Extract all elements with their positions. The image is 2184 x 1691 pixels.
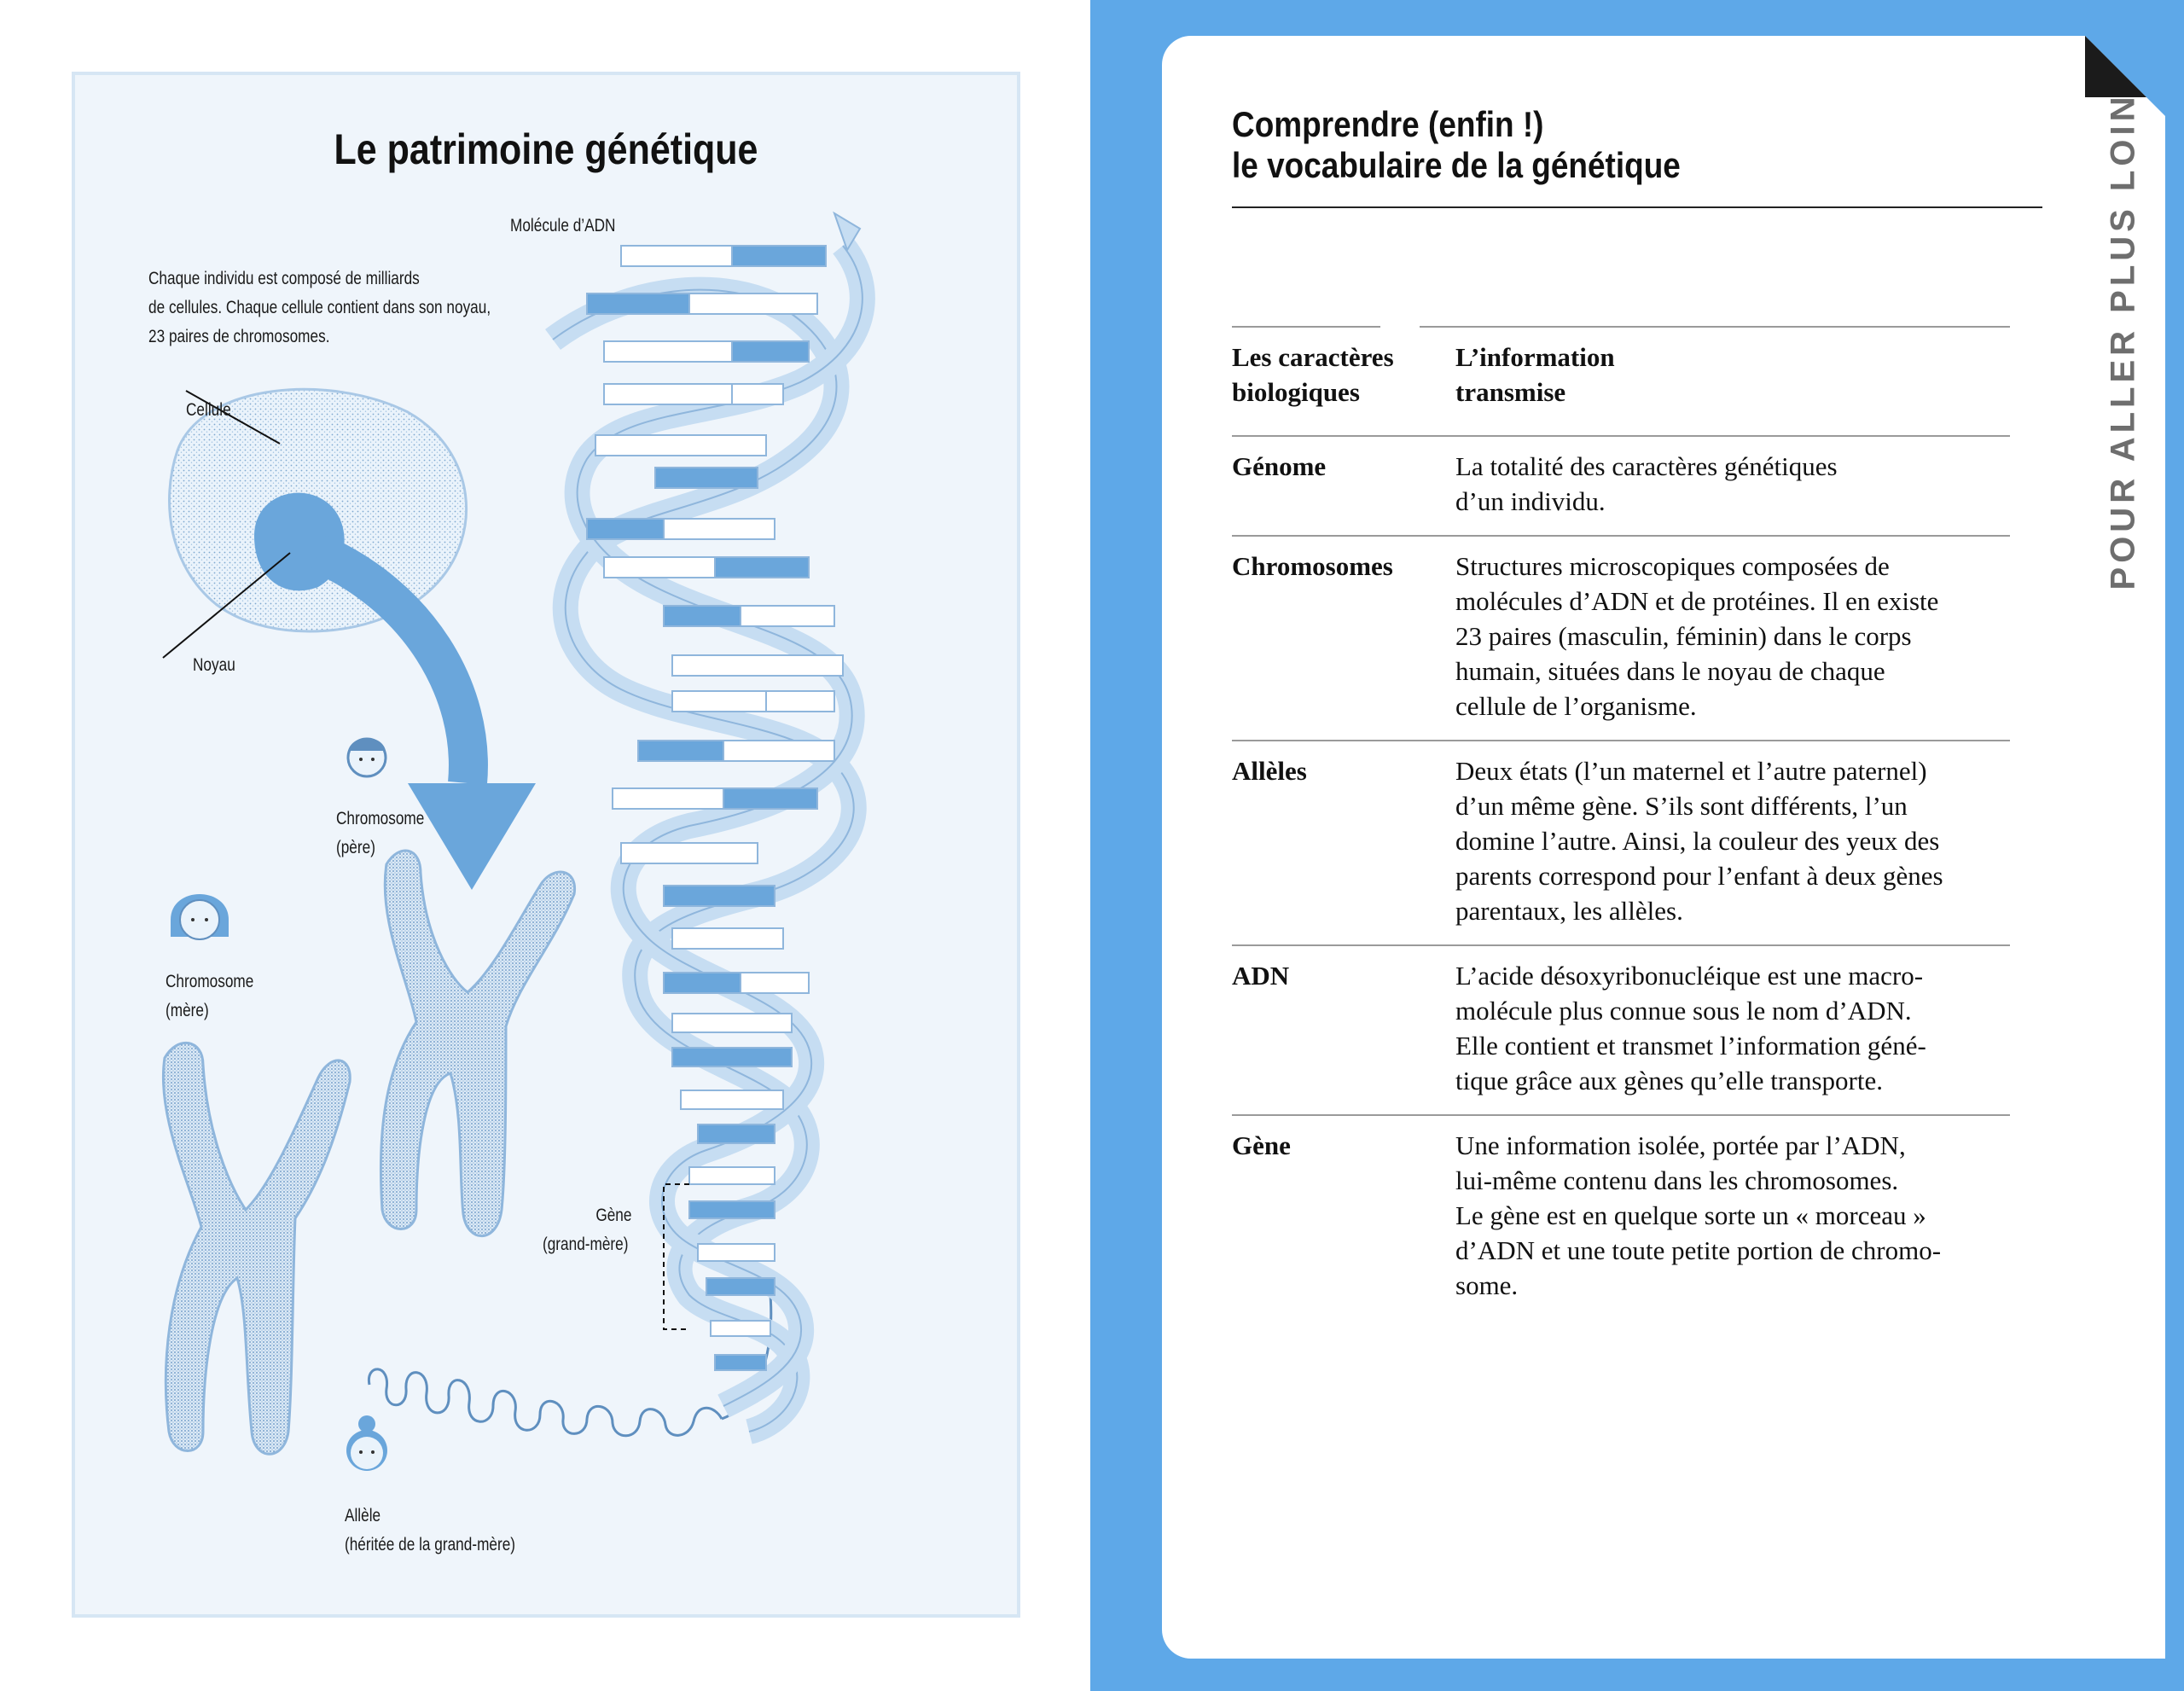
chromosome-father-label xyxy=(336,805,424,863)
definition-line: Deux états (l’un maternel et l’autre paternel) xyxy=(1455,756,1927,786)
title-line: le vocabulaire de la génétique xyxy=(1232,145,1681,185)
label-line: Chromosome xyxy=(336,809,425,828)
intro-line: 23 paires de chromosomes. xyxy=(148,327,330,346)
header-definition-line: transmise xyxy=(1455,377,1566,407)
definition-chromosomes xyxy=(1455,549,2010,723)
rule-gap xyxy=(1380,423,1420,425)
definition-line: L’acide désoxyribonucléique est une macro- xyxy=(1455,961,1924,991)
gene-label xyxy=(543,1201,631,1259)
definition-line: Elle contient et transmet l’information géné- xyxy=(1455,1031,1926,1061)
chromosome-father-illustration xyxy=(380,851,574,1236)
rule-gap xyxy=(1380,326,1420,328)
definition-line: 23 paires (masculin, féminin) dans le corps xyxy=(1455,621,1912,651)
term-alleles: Allèles xyxy=(1232,756,1307,786)
table-header-row xyxy=(1232,326,2010,435)
rule-gap xyxy=(1380,1102,1420,1104)
grandmother-face-icon xyxy=(346,1415,387,1471)
label-line: Chromosome xyxy=(166,972,254,991)
label-line: (grand-mère) xyxy=(543,1235,629,1254)
left-page xyxy=(0,0,1090,1691)
definition-line: parentaux, les allèles. xyxy=(1455,896,1683,926)
figure-title: Le patrimoine génétique xyxy=(334,125,758,173)
definition-line: La totalité des caractères génétiques xyxy=(1455,451,1838,481)
definition-line: parents correspond pour l’enfant à deux gènes xyxy=(1455,861,1943,891)
term-gene: Gène xyxy=(1232,1130,1291,1160)
label-line: (mère) xyxy=(166,1001,209,1020)
definition-line: domine l’autre. Ainsi, la couleur des yeux des xyxy=(1455,826,1940,856)
definition-genome xyxy=(1455,449,2010,519)
header-definition-line: L’information xyxy=(1455,342,1615,372)
genetics-illustration xyxy=(72,72,1020,1618)
definition-line: cellule de l’organisme. xyxy=(1455,691,1697,721)
mother-face-icon xyxy=(171,894,229,939)
term-adn: ADN xyxy=(1232,961,1290,991)
nucleus-label: Noyau xyxy=(193,655,235,675)
side-tab-label: POUR ALLER PLUS LOIN xyxy=(2104,92,2142,590)
table-row xyxy=(1232,535,2010,740)
chromosome-mother-illustration xyxy=(163,1043,350,1454)
definition-line: humain, situées dans le noyau de chaque xyxy=(1455,656,1885,686)
rule-gap xyxy=(1380,933,1420,934)
definition-line: Structures microscopiques composées de xyxy=(1455,551,1890,581)
header-definition xyxy=(1455,340,2010,410)
page-title xyxy=(1232,104,1681,186)
label-line: Allèle xyxy=(345,1506,381,1525)
definition-gene xyxy=(1455,1128,2010,1303)
rule-gap xyxy=(1380,728,1420,729)
definition-line: d’ADN et une toute petite portion de chromo- xyxy=(1455,1235,1942,1265)
father-face-icon xyxy=(348,738,386,776)
definition-line: d’un même gène. S’ils sont différents, l’un xyxy=(1455,791,1908,821)
term-chromosomes: Chromosomes xyxy=(1232,551,1393,581)
header-term xyxy=(1232,340,1420,410)
label-line: (héritée de la grand-mère) xyxy=(345,1535,516,1554)
bookmark-corner-icon xyxy=(2085,36,2146,97)
definition-alleles xyxy=(1455,753,2010,928)
definition-line: tique grâce aux gènes qu’elle transporte. xyxy=(1455,1066,1883,1095)
title-line: Comprendre (enfin !) xyxy=(1232,104,1544,144)
chromosome-mother-label xyxy=(166,968,253,1026)
intro-line: de cellules. Chaque cellule contient dans son noyau, xyxy=(148,298,491,317)
definition-line: Une information isolée, portée par l’ADN, xyxy=(1455,1130,1906,1160)
definition-line: molécules d’ADN et de protéines. Il en existe xyxy=(1455,586,1939,616)
header-term-line: biologiques xyxy=(1232,377,1360,407)
intro-text xyxy=(148,264,491,352)
allele-label xyxy=(345,1502,515,1560)
term-genome: Génome xyxy=(1232,451,1327,481)
table-row xyxy=(1232,1114,2010,1319)
vocabulary-table xyxy=(1232,326,2010,1319)
dna-molecule-label: Molécule d’ADN xyxy=(510,216,616,235)
label-line: Gène xyxy=(595,1206,632,1225)
definition-line: lui-même contenu dans les chromosomes. xyxy=(1455,1165,1899,1195)
definition-line: d’un individu. xyxy=(1455,486,1606,516)
definition-line: some. xyxy=(1455,1270,1519,1300)
header-term-line: Les caractères xyxy=(1232,342,1394,372)
label-line: (père) xyxy=(336,838,375,857)
intro-line: Chaque individu est composé de milliards xyxy=(148,269,420,288)
table-row xyxy=(1232,944,2010,1114)
definition-adn xyxy=(1455,958,2010,1098)
table-row xyxy=(1232,435,2010,535)
table-row xyxy=(1232,740,2010,944)
definition-line: molécule plus connue sous le nom d’ADN. xyxy=(1455,996,1912,1026)
cell-label: Cellule xyxy=(186,400,231,420)
title-divider xyxy=(1232,206,2042,208)
definition-line: Le gène est en quelque sorte un « morceau » xyxy=(1455,1200,1926,1230)
rule-gap xyxy=(1380,523,1420,525)
